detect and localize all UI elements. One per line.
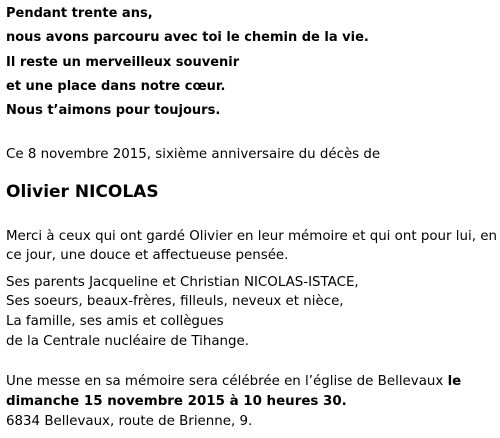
mass-address: 6834 Bellevaux, route de Brienne, 9. — [6, 414, 253, 429]
family-line-4: de la Centrale nucléaire de Tihange. — [6, 334, 250, 349]
mass-line-1 — [6, 374, 461, 390]
mass-line-1-text: Une messe en sa mémoire sera célébrée en l’église de Bellevaux — [6, 374, 448, 389]
poem-line-3: Il reste un merveilleux souvenir — [6, 55, 240, 70]
family-line-3: La famille, ses amis et collègues — [6, 314, 224, 329]
mass-line-1-bold: le — [447, 374, 462, 389]
poem-line-4: et une place dans notre cœur. — [6, 79, 226, 94]
deceased-name: Olivier NICOLAS — [6, 182, 159, 202]
family-line-1: Ses parents Jacqueline et Christian NICOLAS-ISTACE, — [6, 275, 359, 290]
poem-line-2: nous avons parcouru avec toi le chemin de la vie. — [6, 30, 369, 45]
anniversary-line: Ce 8 novembre 2015, sixième anniversaire du décès de — [6, 147, 381, 162]
family-line-2: Ses soeurs, beaux-frères, filleuls, neveux et nièce, — [6, 294, 344, 309]
mass-date-time: dimanche 15 novembre 2015 à 10 heures 30. — [6, 394, 347, 409]
poem-line-5: Nous t’aimons pour toujours. — [6, 103, 221, 118]
thanks-line-2: ce jour, une douce et affectueuse pensée. — [6, 248, 289, 263]
thanks-line-1: Merci à ceux qui ont gardé Olivier en leur mémoire et qui ont pour lui, en — [6, 229, 497, 244]
poem-line-1: Pendant trente ans, — [6, 6, 153, 21]
